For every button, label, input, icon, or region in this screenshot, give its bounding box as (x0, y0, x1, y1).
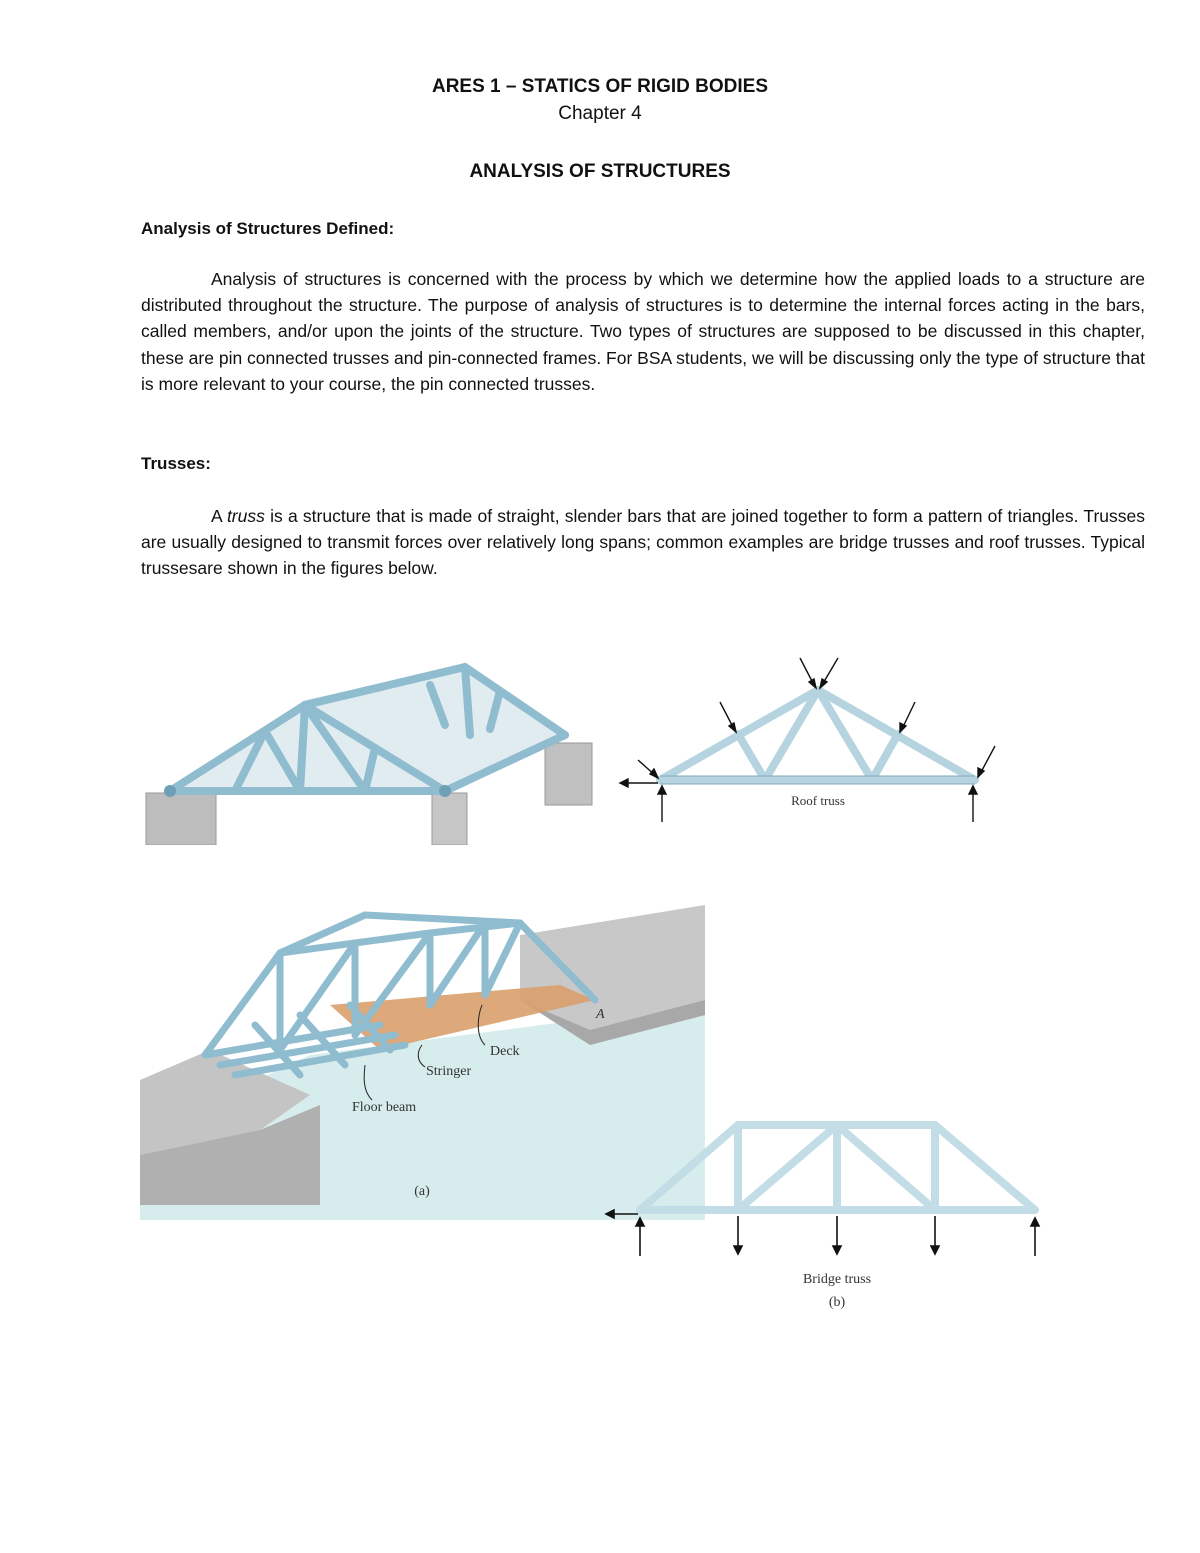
roof-truss-3d-illustration (140, 655, 600, 845)
chapter-title: ANALYSIS OF STRUCTURES (469, 161, 731, 182)
course-title: ARES 1 – STATICS OF RIGID BODIES (431, 76, 769, 97)
point-a-label: A (596, 1007, 605, 1022)
left-support-block (146, 793, 216, 845)
roof-truss-caption: Roof truss (791, 793, 845, 808)
roof-truss-diagram (610, 650, 1010, 830)
chapter-label: Chapter 4 (558, 103, 642, 124)
middle-support-block (432, 793, 467, 845)
trusses-paragraph: A truss is a structure that is made of straight, slender bars that are joined together to form a pattern of triangles. Trusses are usually designed to transmit forces over relatively long spans; common examples are bridge trusses and roof trusses. Typical trussesare shown in the figures below. (141, 506, 1145, 579)
section-heading-trusses: Trusses: (141, 454, 211, 473)
section-heading-definition: Analysis of Structures Defined: (141, 219, 395, 238)
floor-beam-label: Floor beam (352, 1100, 417, 1115)
stringer-label: Stringer (426, 1064, 472, 1079)
figure-part-a-label: (a) (414, 1184, 430, 1199)
roof-truss-members (660, 690, 975, 780)
deck-label: Deck (490, 1044, 520, 1059)
bridge-truss-caption: Bridge truss (802, 1272, 872, 1287)
bridge-truss-members (640, 1125, 1035, 1210)
truss-term: truss (226, 506, 265, 526)
figure-part-b-label: (b) (828, 1295, 846, 1310)
definition-paragraph: Analysis of structures is concerned with the process by which we determine how the applied loads to a structure are distributed throughout the structure. The purpose of analysis of structures is to determine the internal forces acting in the bars, called members, and/or upon the joints of the structure. Two types of structures are supposed to be discussed in this chapter, these are pin connected trusses and pin-connected frames. For BSA students, we will be discussing only the type of structure that is more relevant to your course, the pin connected trusses. (141, 269, 1145, 394)
right-support-block (545, 743, 592, 805)
bridge-truss-diagram (600, 1110, 1060, 1325)
